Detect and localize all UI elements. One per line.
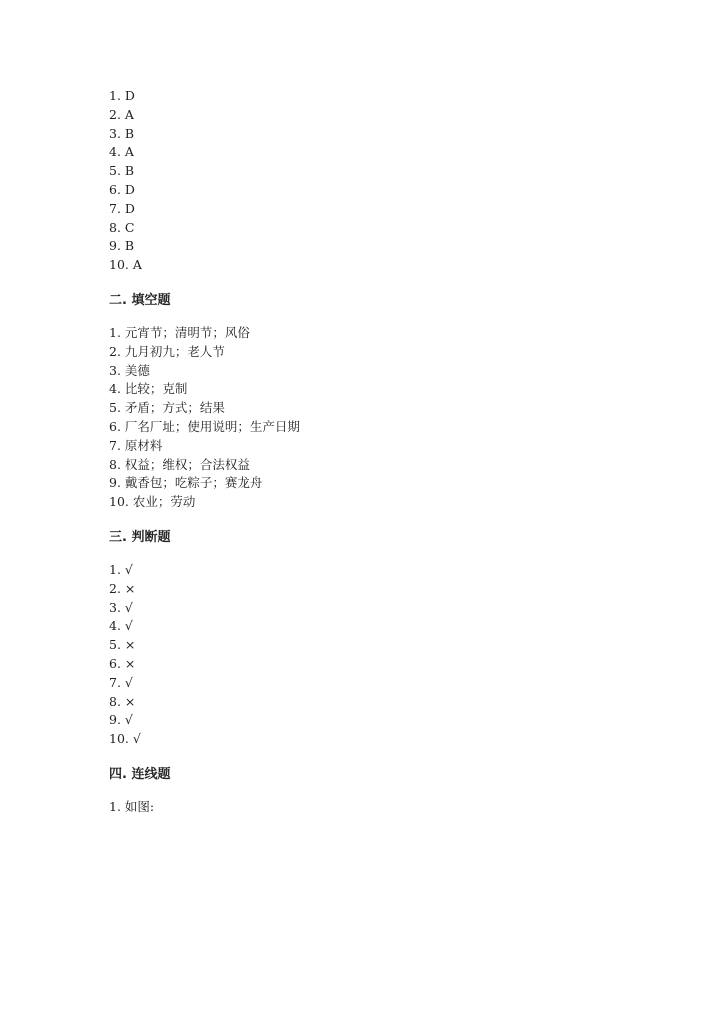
answer-line: 6. D	[109, 181, 135, 197]
answer-line: 2. ×	[109, 580, 136, 596]
answer-line: 4. 比较；克制	[109, 381, 188, 397]
answer-line: 7. 原材料	[109, 437, 163, 453]
answer-line: 8. ×	[109, 693, 136, 709]
answer-line: 9. B	[109, 238, 135, 254]
answer-line: 1. 元宵节；清明节；风俗	[109, 324, 250, 340]
answer-line: 6. 厂名厂址；使用说明；生产日期	[109, 418, 300, 434]
answer-line: 2. A	[109, 106, 134, 122]
answer-line: 10. A	[109, 257, 142, 273]
answer-line: 6. ×	[109, 655, 136, 671]
section-title-matching: 四. 连线题	[109, 766, 171, 782]
answer-line: 1. 如图:	[109, 798, 155, 814]
answer-line: 1. √	[109, 561, 133, 577]
answer-line: 7. D	[109, 200, 135, 216]
choice-answers	[109, 87, 669, 275]
fill-in-answers	[109, 324, 669, 512]
answer-line: 3. B	[109, 125, 135, 141]
answer-line: 9. 戴香包；吃粽子；赛龙舟	[109, 475, 263, 491]
answer-line: 2. 九月初九；老人节	[109, 343, 225, 359]
section-title-fill-in: 二. 填空题	[109, 292, 171, 308]
matching-answers	[109, 798, 669, 817]
answer-line: 8. C	[109, 219, 135, 235]
answer-line: 7. √	[109, 674, 133, 690]
true-false-answers	[109, 561, 669, 749]
answer-line: 3. 美德	[109, 362, 150, 378]
section-title-true-false: 三. 判断题	[109, 529, 171, 545]
answer-line: 4. √	[109, 618, 133, 634]
answer-line: 9. √	[109, 712, 133, 728]
answer-line: 4. A	[109, 144, 134, 160]
answer-line: 8. 权益；维权；合法权益	[109, 456, 250, 472]
answer-line: 10. √	[109, 731, 141, 747]
answer-line: 10. 农业；劳动	[109, 494, 196, 510]
answer-line: 5. B	[109, 163, 135, 179]
answer-line: 5. 矛盾；方式；结果	[109, 400, 225, 416]
answer-sheet	[109, 87, 669, 817]
answer-line: 1. D	[109, 88, 135, 103]
answer-line: 3. √	[109, 599, 133, 615]
answer-line: 5. ×	[109, 637, 136, 653]
